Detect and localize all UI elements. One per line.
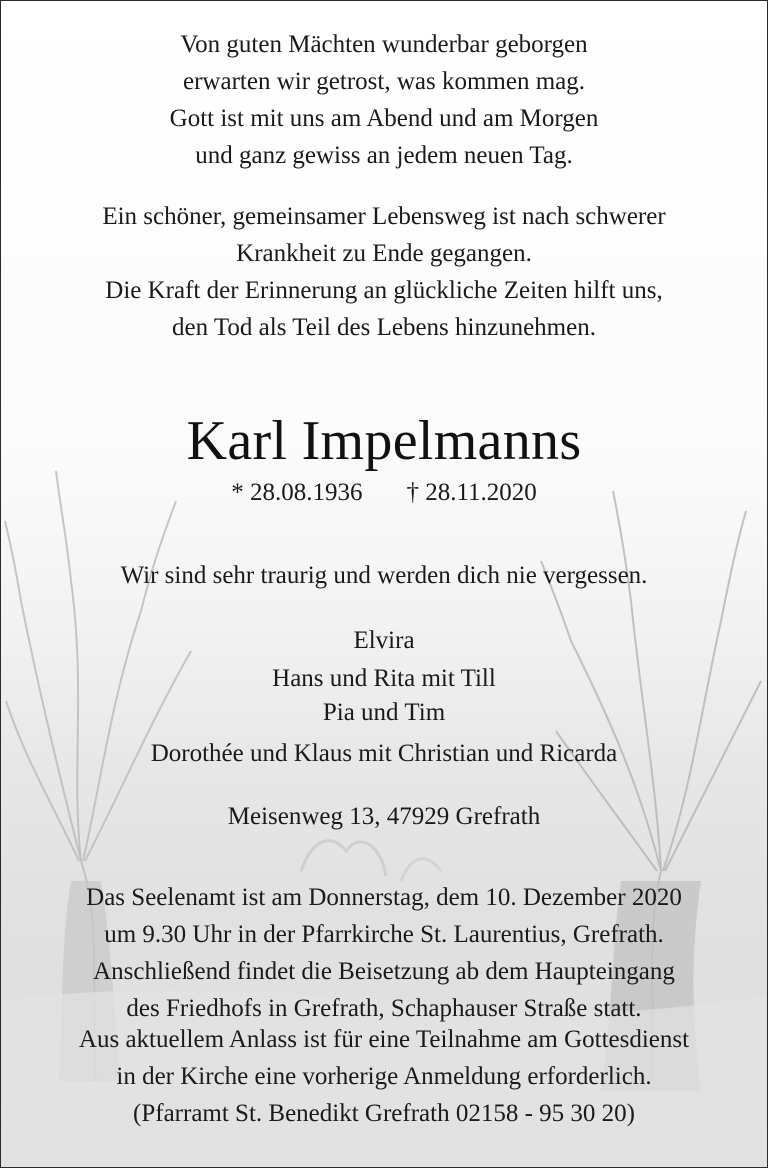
intro-text [1,198,767,346]
service-line: Das Seelenamt ist am Donnerstag, dem 10. Dezember 2020 [86,884,682,911]
death-date: † 28.11.2020 [406,479,537,506]
family-member: Pia und Tim [322,699,446,726]
poem [1,26,767,174]
intro-line: Ein schöner, gemeinsamer Lebensweg ist nach schwerer [102,203,666,230]
intro-line: den Tod als Teil des Lebens hinzunehmen. [172,314,596,341]
intro-line: Krankheit zu Ende gegangen. [236,240,532,267]
service-line: des Friedhofs in Grefrath, Schaphauser Straße statt. [126,995,642,1022]
notice-line: (Pfarramt St. Benedikt Grefrath 02158 - 95 30 20) [133,1100,635,1127]
service-line: Anschließend findet die Beisetzung ab dem Haupteingang [93,958,675,985]
notice-line: Aus aktuellem Anlass ist für eine Teilnahme am Gottesdienst [78,1026,690,1053]
service-info [1,879,767,1027]
intro-line: Die Kraft der Erinnerung an glückliche Zeiten hilft uns, [105,277,663,304]
poem-line: Gott ist mit uns am Abend und am Morgen [169,105,599,132]
birth-date: * 28.08.1936 [231,479,363,506]
poem-line: und ganz gewiss an jedem neuen Tag. [195,142,573,169]
family-member: Elvira [353,627,415,654]
farewell-text: Wir sind sehr traurig und werden dich nie vergessen. [120,562,648,589]
registration-notice [1,1021,767,1132]
poem-line: Von guten Mächten wunderbar geborgen [180,31,588,58]
family-member: Dorothée und Klaus mit Christian und Ricarda [150,740,618,767]
address: Meisenweg 13, 47929 Grefrath [227,803,541,830]
notice-line: in der Kirche eine vorherige Anmeldung erforderlich. [116,1063,652,1090]
family-member: Hans und Rita mit Till [272,665,496,692]
poem-line: erwarten wir getrost, was kommen mag. [183,68,585,95]
deceased-name: Karl Impelmanns [186,410,582,472]
service-line: um 9.30 Uhr in der Pfarrkirche St. Laurentius, Grefrath. [104,921,664,948]
life-dates [1,478,767,508]
